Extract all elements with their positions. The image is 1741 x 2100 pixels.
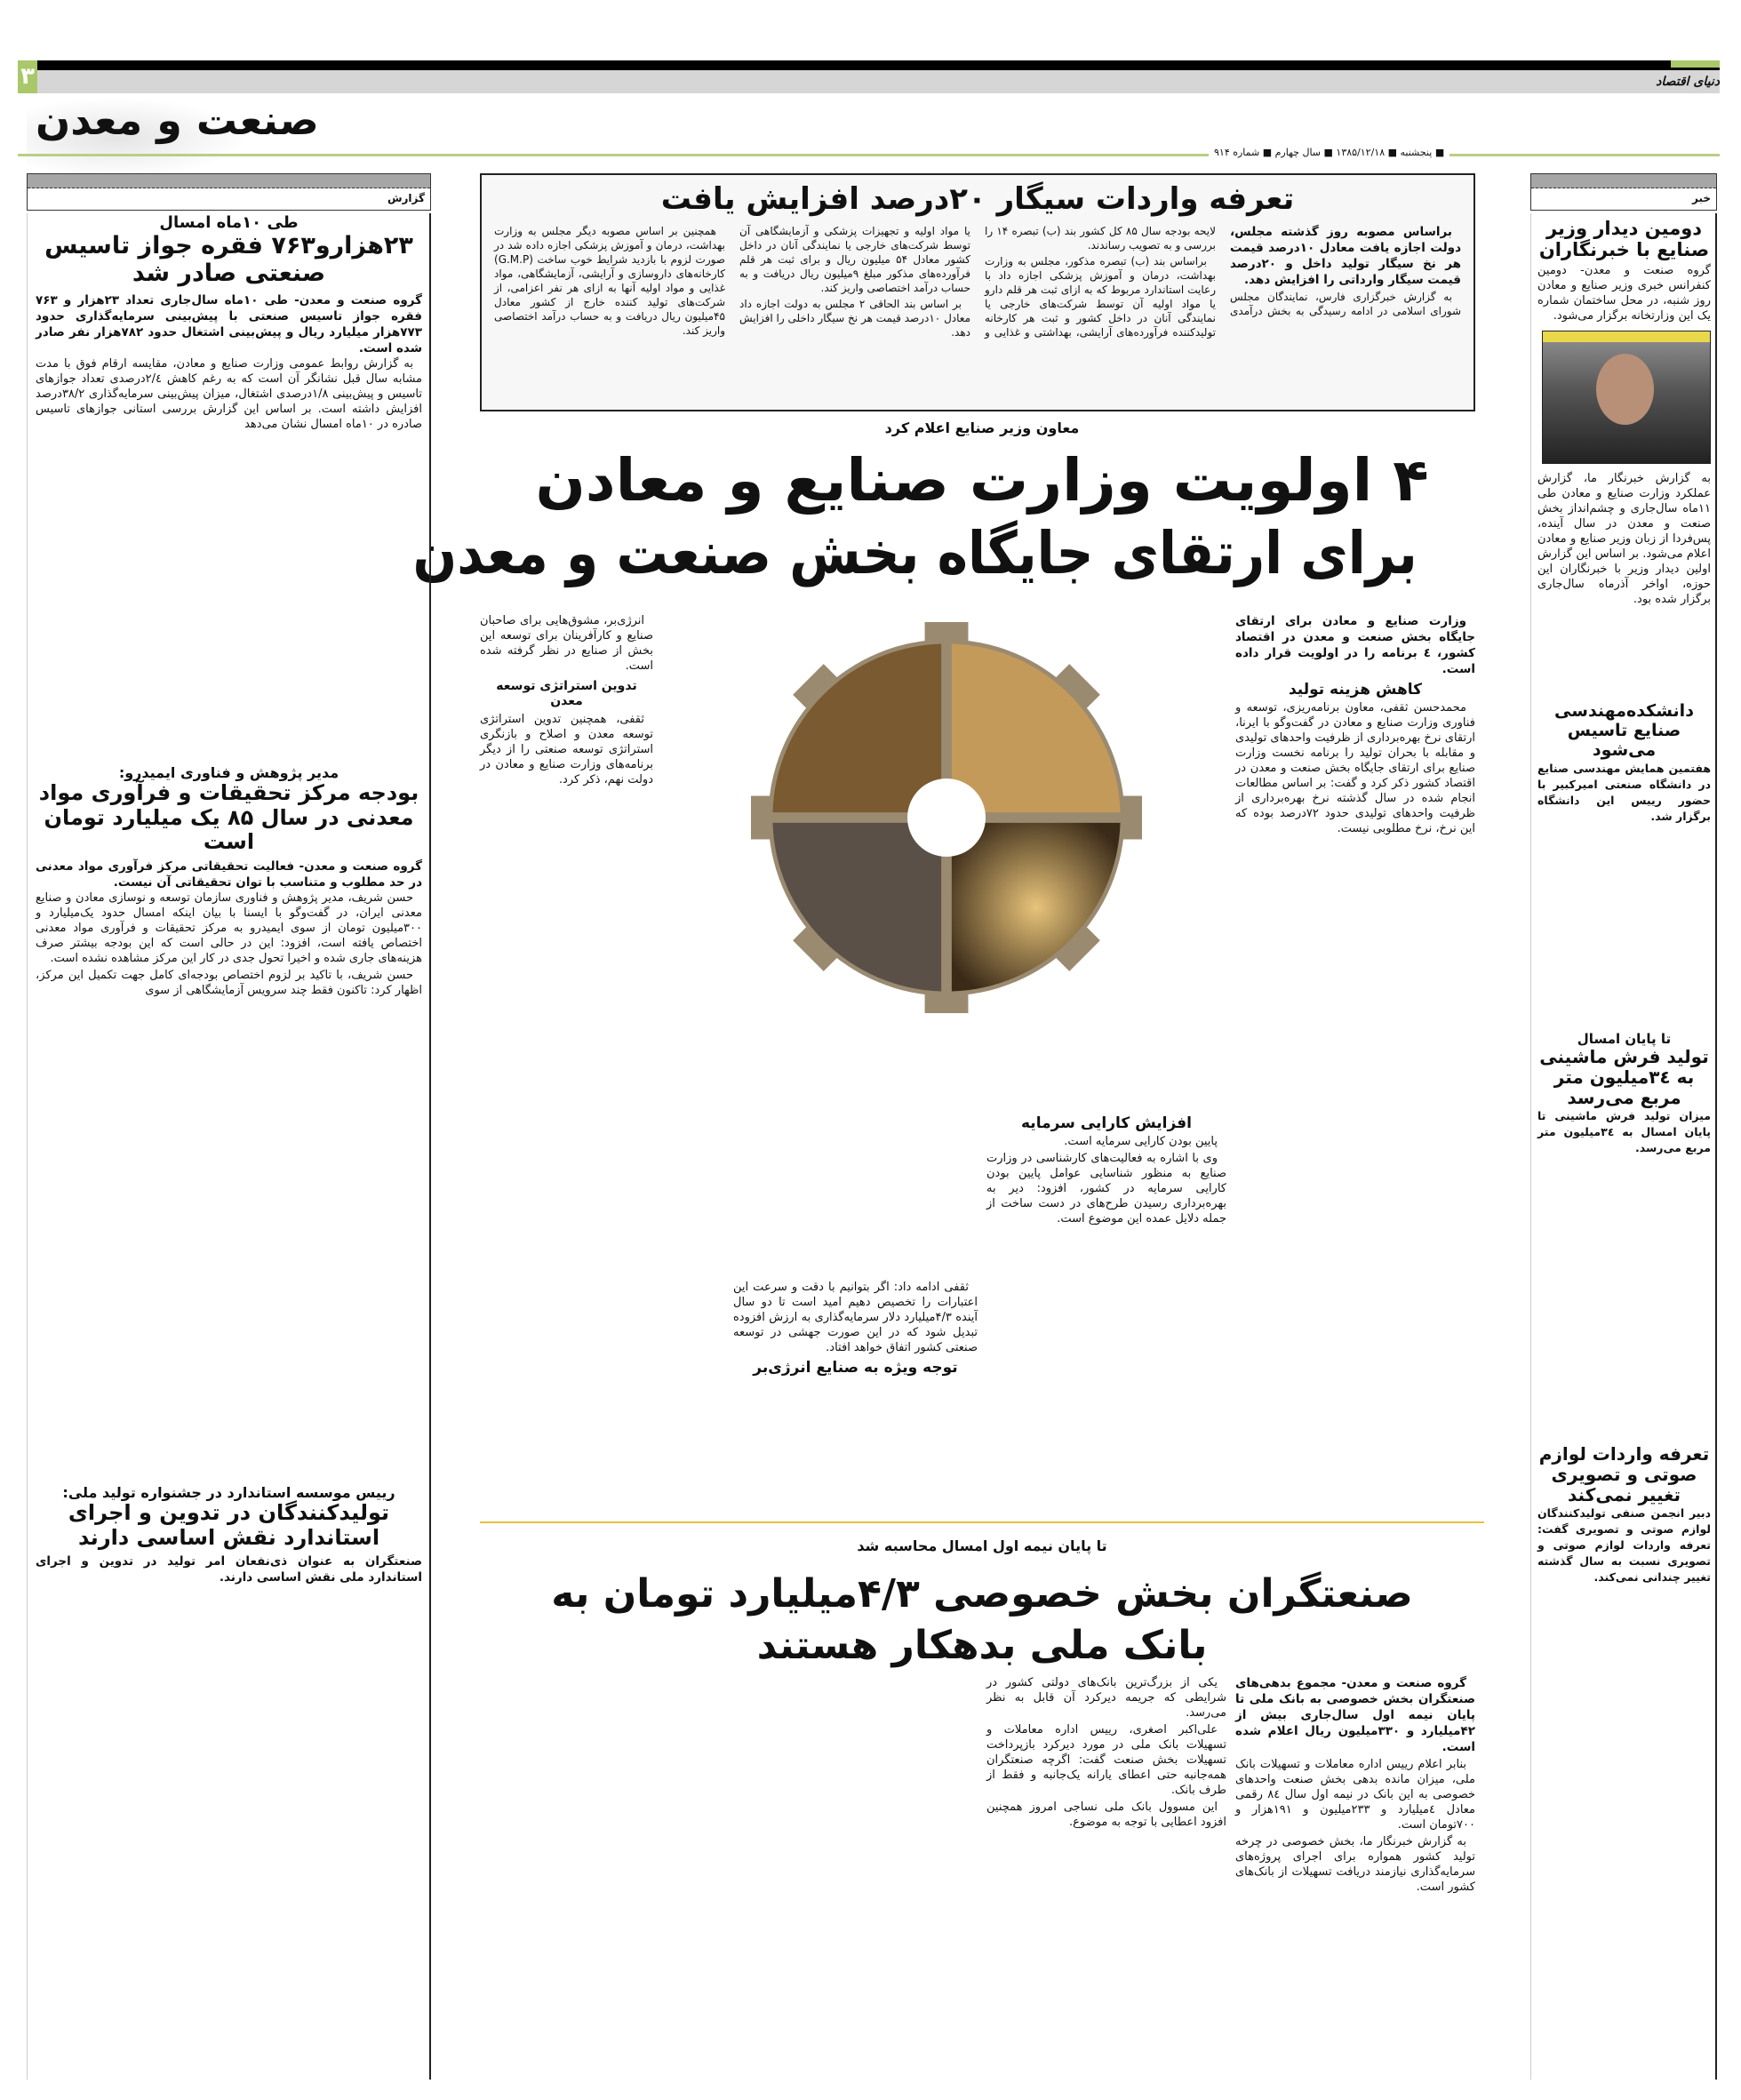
kicker: رییس موسسه استاندارد در جشنواره تولید ملی: bbox=[62, 1484, 395, 1501]
headline: تعرفه واردات لوازم صوتی و تصویری تغییر نمی‌کند bbox=[1538, 1443, 1710, 1505]
paragraph: به گزارش خبرنگار ما، گزارش عملکرد وزارت صنایع و معادن طی ۱۱ماه سال‌جاری و چشم‌انداز بخش صنعت و معدن در سال آینده، پس‌فردا از زبان وزیر صنایع و معادن اعلام می‌شود. بر اساس این گزارش اولین دیدار وزیر با خبرنگاران این حوزه، اواخر آذرماه سال‌جاری برگزار شده بود. bbox=[1537, 472, 1711, 607]
news-industrial-engineering-faculty bbox=[1537, 702, 1711, 825]
paragraph: بر اساس بند الحاقی ۲ مجلس به دولت اجازه داد معادل ۱۰درصد قیمت هر نخ سیگار داخلی را افزایش دهد. bbox=[739, 298, 971, 339]
newspaper-logo: دنیای اقتصاد bbox=[1656, 75, 1720, 89]
lead: گروه صنعت و معدن- فعالیت تحقیقاتی مرکز فرآوری مواد معدنی در حد مطلوب و متناسب با توان تحقیقاتی آن نیست. bbox=[36, 858, 422, 890]
headline: ۲۳هزارو۷۶۳ فقره جواز تاسیس صنعتی صادر شد bbox=[44, 232, 413, 288]
dateline-rule bbox=[18, 154, 1720, 156]
subheading: کاهش هزینه تولید bbox=[1288, 681, 1423, 699]
paragraph: به گزارش خبرگزاری فارس، نمایندگان مجلس شورای اسلامی در ادامه رسیدگی به بخش درآمدی لایحه بودجه سال ۸۵ کل کشور بند (ب) تبصره ۱۴ را بررسی و به تصویب رساندند. bbox=[985, 225, 1461, 318]
lead: صنعتگران به عنوان ذی‌نفعان امر تولید در تدوین و اجرای استاندارد ملی نقش اساسی دارند. bbox=[36, 1554, 422, 1585]
headline: دانشکده‌مهندسی صنایع تاسیس می‌شود bbox=[1554, 701, 1694, 760]
main-headline-line1: ۴ اولویت وزارت صنایع و معادن bbox=[535, 446, 1429, 515]
paragraph: همچنین بر اساس مصوبه دیگر مجلس به وزارت بهداشت، درمان و آموزش پزشکی اجازه داده شد در صورت لزوم با بازدید شرایط خوب ساخت (G.M.P) کارخانه‌های داروسازی و آرایشی، آزمایشگاهی، مواد غذایی و مواد اولیه آنها به ازای هر نفر اعزامی، از شرکت‌های تولید کننده خارج از کشور معادل ۴۵میلیون ریال دریافت و به حساب درآمد اختصاصی واریز کند. bbox=[494, 225, 725, 338]
lead: دبیر انجمن صنفی تولیدکنندگان لوازم صوتی و تصویری گفت: تعرفه واردات لوازم صوتی و تصویری نسبت به سال گذشته تغییر چندانی نمی‌کند. bbox=[1537, 1506, 1711, 1584]
top-gray-band bbox=[18, 70, 1720, 93]
lead: هفتمین همایش مهندسی صنایع در دانشگاه صنعتی امیرکبیر با حضور رییس این دانشگاه برگزار شد. bbox=[1537, 761, 1711, 823]
paragraph: یکی از بزرگ‌ترین بانک‌های دولتی کشور در شرایطی که جریمه دیرکرد آن قابل به نظر می‌رسد. bbox=[986, 1676, 1226, 1720]
divider bbox=[480, 1521, 1484, 1523]
top-black-bar bbox=[18, 60, 1720, 70]
bank-col-1 bbox=[1235, 1675, 1475, 1896]
article-standards-festival bbox=[36, 1484, 422, 1585]
lead: گروه صنعت و معدن- مجموع بدهی‌های صنعتگران بخش خصوصی به بانک ملی تا پایان نیمه اول سال‌جاری بیش از ۴۲میلیارد و ۳۳۰میلیون ریال اعلام شده است. bbox=[1235, 1676, 1475, 1754]
paragraph: وی با اشاره به فعالیت‌های کارشناسی در وزارت صنایع به منظور شناسایی عوامل پایین بودن کارایی سرمایه در کشور، افزود: دیر به بهره‌برداری رسیدن طرح‌های در دست ساخت از جمله دلایل عمده این موضوع است. bbox=[986, 1152, 1226, 1226]
kicker: مدیر پژوهش و فناوری ایمیدرو: bbox=[118, 764, 339, 781]
main-headline-line2: برای ارتقای جایگاه بخش صنعت و معدن bbox=[412, 519, 1418, 587]
dateline: ■ پنجشنبه ■ ۱۳۸۵/۱۲/۱۸ ■ سال چهارم ■ شماره ۹۱۴ bbox=[1209, 147, 1450, 158]
subheading: تدوین استراتژی توسعه معدن bbox=[496, 679, 637, 708]
lead: میزان تولید فرش ماشینی تا پایان امسال به ۳٤میلیون متر مربع می‌رسد. bbox=[1537, 1109, 1711, 1154]
subheading: توجه ویژه به صنایع انرژی‌بر bbox=[753, 1359, 958, 1377]
headline: تولید فرش ماشینی به ۳٤میلیون متر مربع می‌رسد bbox=[1539, 1046, 1709, 1108]
main-col-right bbox=[1235, 613, 1475, 838]
news-minister-meeting bbox=[1537, 218, 1711, 607]
paragraph: به گزارش روابط عمومی وزارت صنایع و معادن، مقایسه ارقام فوق با مدت مشابه سال قبل نشانگر آن است که به رغم کاهش ۲/٤درصدی تعداد جوازهای تاسیس و پیش‌بینی ۱/۸درصدی اشتغال، میزان پیش‌بینی سرمایه‌گذاری ۳۸/۲درصد افزایش داشته است. بر اساس این گزارش بررسی استانی جوازهای تاسیس صادره در ۱۰ماه امسال نشان می‌دهد bbox=[36, 357, 423, 432]
article-mineral-research-budget bbox=[36, 764, 422, 1000]
kicker: طی ۱۰ماه امسال bbox=[159, 213, 299, 232]
paragraph: علی‌اکبر اصغری، رییس اداره معاملات و تسهیلات بانک ملی در مورد دیرکرد بازپرداخت تسهیلات بخش صنعت گفت: اگرچه صنعتگران همه‌جانبه حتی اعطای یارانه یک‌جانبه و فقط از طرف بانک. bbox=[986, 1723, 1226, 1797]
section-title: صنعت و معدن bbox=[36, 96, 319, 144]
paragraph: ثقفی ادامه داد: اگر بتوانیم با دقت و سرعت این اعتبارات را تخصیص دهیم امید است تا دو سال آینده ۴/۳میلیارد دلار سرمایه‌گذاری به ارزش افزوده تبدیل شود که در این صورت جهشی در توسعه صنعتی کشور اتفاق خواهد افتاد. bbox=[733, 1281, 978, 1354]
headline: تولیدکنندگان در تدوین و اجرای استاندارد نقش اساسی دارند bbox=[68, 1500, 390, 1550]
paragraph: ثقفی، همچنین تدوین استراتژی توسعه معدن و اصلاح و بازنگری استراتژی توسعه صنعتی را از دیگر برنامه‌های وزارت صنایع و معادن در دولت نهم، ذکر کرد. bbox=[480, 713, 653, 787]
headline: تعرفه واردات سیگار ۲۰درصد افزایش یافت bbox=[660, 181, 1295, 217]
paragraph: پایین بودن کارایی سرمایه است. bbox=[1064, 1135, 1218, 1148]
paragraph: به گزارش خبرنگار ما، بخش خصوصی در چرخه تولید کشور همواره برای اجرای پروژه‌های سرمایه‌گذاری نیازمند دریافت تسهیلات از بانک‌های کشور است. bbox=[1235, 1835, 1475, 1894]
paragraph: بنابر اعلام رییس اداره معاملات و تسهیلات بانک ملی، میزان مانده بدهی بخش صنعت واحدهای خصوصی به این بانک در نیمه اول سال ۸٤ رقمی معادل ٤میلیارد و ۲۳۳میلیون و ۱۹۱هزار و ۷۰۰تومان است. bbox=[1235, 1758, 1476, 1832]
main-col-left bbox=[480, 613, 653, 789]
paragraph: براساس بند (ب) تبصره مذکور، مجلس به وزارت بهداشت، درمان و آموزش پزشکی اجازه داد با رعایت استاندارد مربوط که به ازای ثبت هر قلم دارو یا مواد اولیه آن توسط شرکت‌های خارجی یا نمایندگی آنان در داخل کشور و ثبت هر کارخانه تولیدکننده فرآورده‌های آرایشی، بهداشتی و غذایی و یا مواد اولیه و تجهیزات پزشکی و آزمایشگاهی آن توسط شرکت‌های خارجی یا نمایندگی آنان در داخل کشور معادل ۵۴ میلیون ریال و برای ثبت هر قلم فرآورده‌های مذکور مبلغ ۹میلیون ریال دریافت و به حساب درآمد اختصاصی واریز کند. bbox=[739, 225, 1216, 339]
news-audio-video-tariff bbox=[1537, 1444, 1711, 1585]
industry-gear-photo bbox=[662, 622, 1231, 1013]
lead: گروه صنعت و معدن- دومین کنفرانس خبری وزیر صنایع و معادن روز شنبه، در محل ساختمان شماره یک این وزارتخانه برگزار می‌شود. bbox=[1537, 264, 1711, 323]
bank-kicker: تا پایان نیمه اول امسال محاسبه شد bbox=[857, 1537, 1107, 1554]
paragraph: این مسوول بانک ملی نساجی امروز همچنین افزود اعطایی با توجه به موضوع. bbox=[986, 1801, 1226, 1829]
main-col-lower-3 bbox=[733, 1280, 978, 1378]
left-column-frame bbox=[27, 213, 431, 2080]
article-industrial-licenses bbox=[36, 213, 422, 432]
lead: وزارت صنایع و معادن برای ارتقای جایگاه بخش صنعت و معدن در اقتصاد کشور، ٤ برنامه را در اولویت قرار داده است. bbox=[1235, 614, 1475, 676]
article-cigarette-tariff bbox=[480, 173, 1475, 411]
subheading: افزایش کارایی سرمایه bbox=[1021, 1114, 1192, 1132]
news-machine-carpet bbox=[1537, 1031, 1711, 1156]
headline: دومین دیدار وزیر صنایع با خبرنگاران bbox=[1538, 218, 1710, 261]
section-label-news: خبر bbox=[1530, 173, 1717, 211]
bank-headline: صنعتگران بخش خصوصی ۴/۳میلیارد تومان به بانک ملی بدهکار هستند bbox=[551, 1571, 1413, 1668]
kicker: تا پایان امسال bbox=[1577, 1031, 1672, 1047]
headline: بودجه مرکز تحقیقات و فرآوری مواد معدنی در سال ۸۵ یک میلیارد تومان است bbox=[38, 780, 419, 855]
main-col-lower-2 bbox=[986, 1111, 1226, 1228]
logo-accent bbox=[1671, 60, 1720, 68]
page-number-badge: ۳ bbox=[18, 60, 37, 93]
paragraph: حسن شریف، مدیر پژوهش و فناوری سازمان توسعه و نوسازی معادن و صنایع معدنی ایران، در گفت‌وگو با ایسنا با بیان اینکه امسال حدود یک‌میلیارد و ۳۰۰میلیون تومان از سوی ایمیدرو به مرکز تحقیقات و فرآوری مواد معدنی اختصاص یافته است، افزود: این در حالی است که این بودجه بیشتر صرف هزینه‌های جاری شده و اخیرا تحول جدی در کار این مرکز مشاهده نشده است. bbox=[36, 890, 422, 965]
lead: براساس مصوبه روز گذشته مجلس، دولت اجازه یافت معادل ۱۰درصد قیمت هر نخ سیگار تولید داخل و ۲۰درصد قیمت سیگار وارداتی را افزایش دهد. bbox=[1230, 225, 1461, 288]
main-kicker: معاون وزیر صنایع اعلام کرد bbox=[884, 419, 1080, 436]
lead: گروه صنعت و معدن- طی ۱۰ماه سال‌جاری تعداد ۲۳هزار و ۷۶۳ فقره جواز تاسیس صنعتی با پیش‌بینی سرمایه‌گذاری حدود ۷۷۳هزار میلیارد ریال و پیش‌بینی اشتغال حدود ۷۸۲هزار نفر صادر شده است. bbox=[36, 293, 422, 356]
minister-photo bbox=[1542, 331, 1711, 464]
bank-col-2 bbox=[986, 1675, 1226, 1832]
paragraph: محمدحسن ثقفی، معاون برنامه‌ریزی، توسعه و فناوری وزارت صنایع و معادن در گفت‌وگو با ایرنا، ارتقای نرخ بهره‌برداری از ظرفیت واحدهای تولیدی و مقابله با بحران تولید را برنامه نخست وزارت صنایع برای ارتقای جایگاه بخش صنعت و معدن در اقتصاد کشور ذکر کرد و گفت: بر اساس مطالعات انجام شده در سال گذشته نرخ بهره‌برداری از ظرفیت واحدهای تولیدی حدود ۷۲درصد بوده که این نرخ، نرخ مطلوبی نیست. bbox=[1235, 701, 1475, 835]
section-label-report: گزارش bbox=[27, 173, 431, 211]
paragraph: انرژی‌بر، مشوق‌هایی برای صاحبان صنایع و کارآفرینان برای توسعه این بخش از صنایع در نظر گرفته شده است. bbox=[480, 614, 653, 673]
paragraph: حسن شریف، با تاکید بر لزوم اختصاص بودجه‌ای کامل جهت تکمیل این مرکز، اظهار کرد: تاکنون فقط چند سرویس آزمایشگاهی از سوی bbox=[36, 968, 422, 997]
